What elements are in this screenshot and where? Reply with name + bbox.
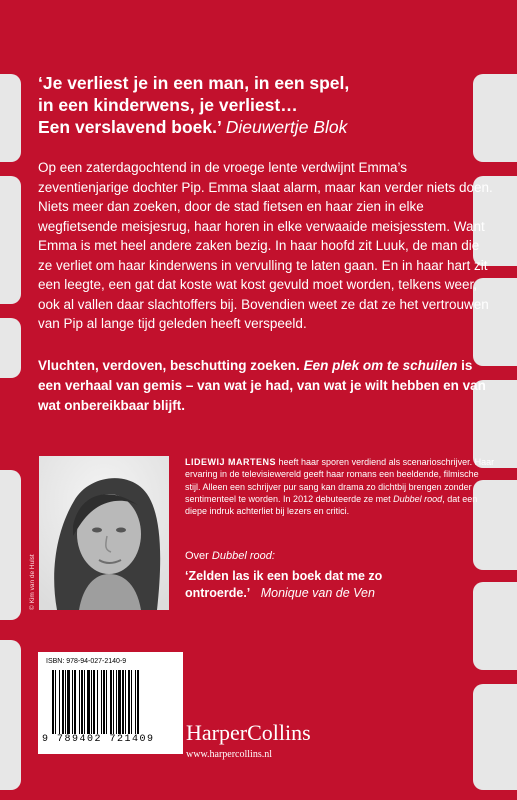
author-name: LIDEWIJ MARTENS [185, 457, 277, 467]
author-bio [185, 456, 495, 517]
review-quote-end: ontroerde.’ [185, 586, 251, 600]
quote-line [38, 116, 498, 138]
quote-line: ‘Je verliest je in een man, in een spel, [38, 73, 350, 93]
bio-text: heeft haar sporen verdiend als scenarioschrijver. Haar ervaring in de televisiewereld geeft haar romans een beeldende, filmische stijl. Alleen een schrijver pur sang kan drama zo dichtbij brengen zonder sentimenteel te worden. In 2012 debuteerde ze met [185, 457, 495, 504]
bio-book-title: Dubbel rood [393, 493, 443, 504]
book-title: Een plek om te schuilen [303, 358, 458, 373]
quote-line: in een kinderwens, je verliest… [38, 95, 298, 115]
bio-text: , dat een diepe indruk achterliet bij lezers en critici. [185, 493, 478, 517]
barcode-bars [52, 670, 170, 734]
review-quote [185, 568, 495, 602]
decor-tile-left [0, 74, 21, 162]
quote-line: Een verslavend boek.’ [38, 117, 221, 137]
praise-quote [38, 72, 498, 138]
review-book-title: Dubbel rood: [211, 550, 275, 562]
decor-tile-left [0, 176, 21, 304]
quote-attribution: Dieuwertje Blok [225, 117, 348, 137]
book-blurb: Op een zaterdagochtend in de vroege lente verdwijnt Emma’s zeventienjarige dochter Pip. Emma slaat alarm, maar kan verder niets doen. Niets meer dan zoeken, door de stad fietsen en haar zien in elke wegfietsende meisjesrug, haar horen in elke verwaaide meisjesstem. Want Emma is met heel andere zaken bezig. In haar hoofd zit Luuk, de man die ze verliet om haar kinderwens in vervulling te laten gaan. En in haar hart zit een leegte, een gat dat koste wat kost gevuld moet worden, telkens weer, ook al vallen daar slachtoffers bij. Bovendien weet ze dat ze het vertrouwen van Pip al lange tijd geleden heeft verspeeld. [38, 160, 493, 331]
decor-tile-left [0, 470, 21, 620]
publisher-logo: HarperCollins [186, 720, 311, 745]
decor-tile-left [0, 318, 21, 378]
review-heading [185, 548, 495, 564]
isbn-label: ISBN: 978-94-027-2140-9 [46, 658, 127, 665]
review-quote-line: ‘Zelden las ik een boek dat me zo [185, 569, 383, 583]
decor-tile-left [0, 640, 21, 790]
review-attribution: Monique van de Ven [260, 586, 375, 600]
tagline-text: Vluchten, verdoven, beschutting zoeken. [38, 358, 304, 373]
publisher-website: www.harpercollins.nl [186, 749, 272, 760]
tagline-text: is een verhaal van gemis – van wat je had, van wat je wilt hebben en van wat onbereikbaar blijft. [38, 358, 486, 413]
review-quote-line [185, 585, 495, 602]
isbn-digits: 9 789402 721409 [42, 734, 155, 745]
book-tagline [38, 356, 494, 416]
isbn-barcode [38, 652, 183, 754]
photo-credit: © Kim van de Hulst [29, 554, 36, 610]
decor-tile-right [473, 684, 517, 790]
previous-book-review [185, 548, 495, 602]
author-photo [39, 456, 169, 610]
review-prefix: Over [185, 550, 212, 562]
